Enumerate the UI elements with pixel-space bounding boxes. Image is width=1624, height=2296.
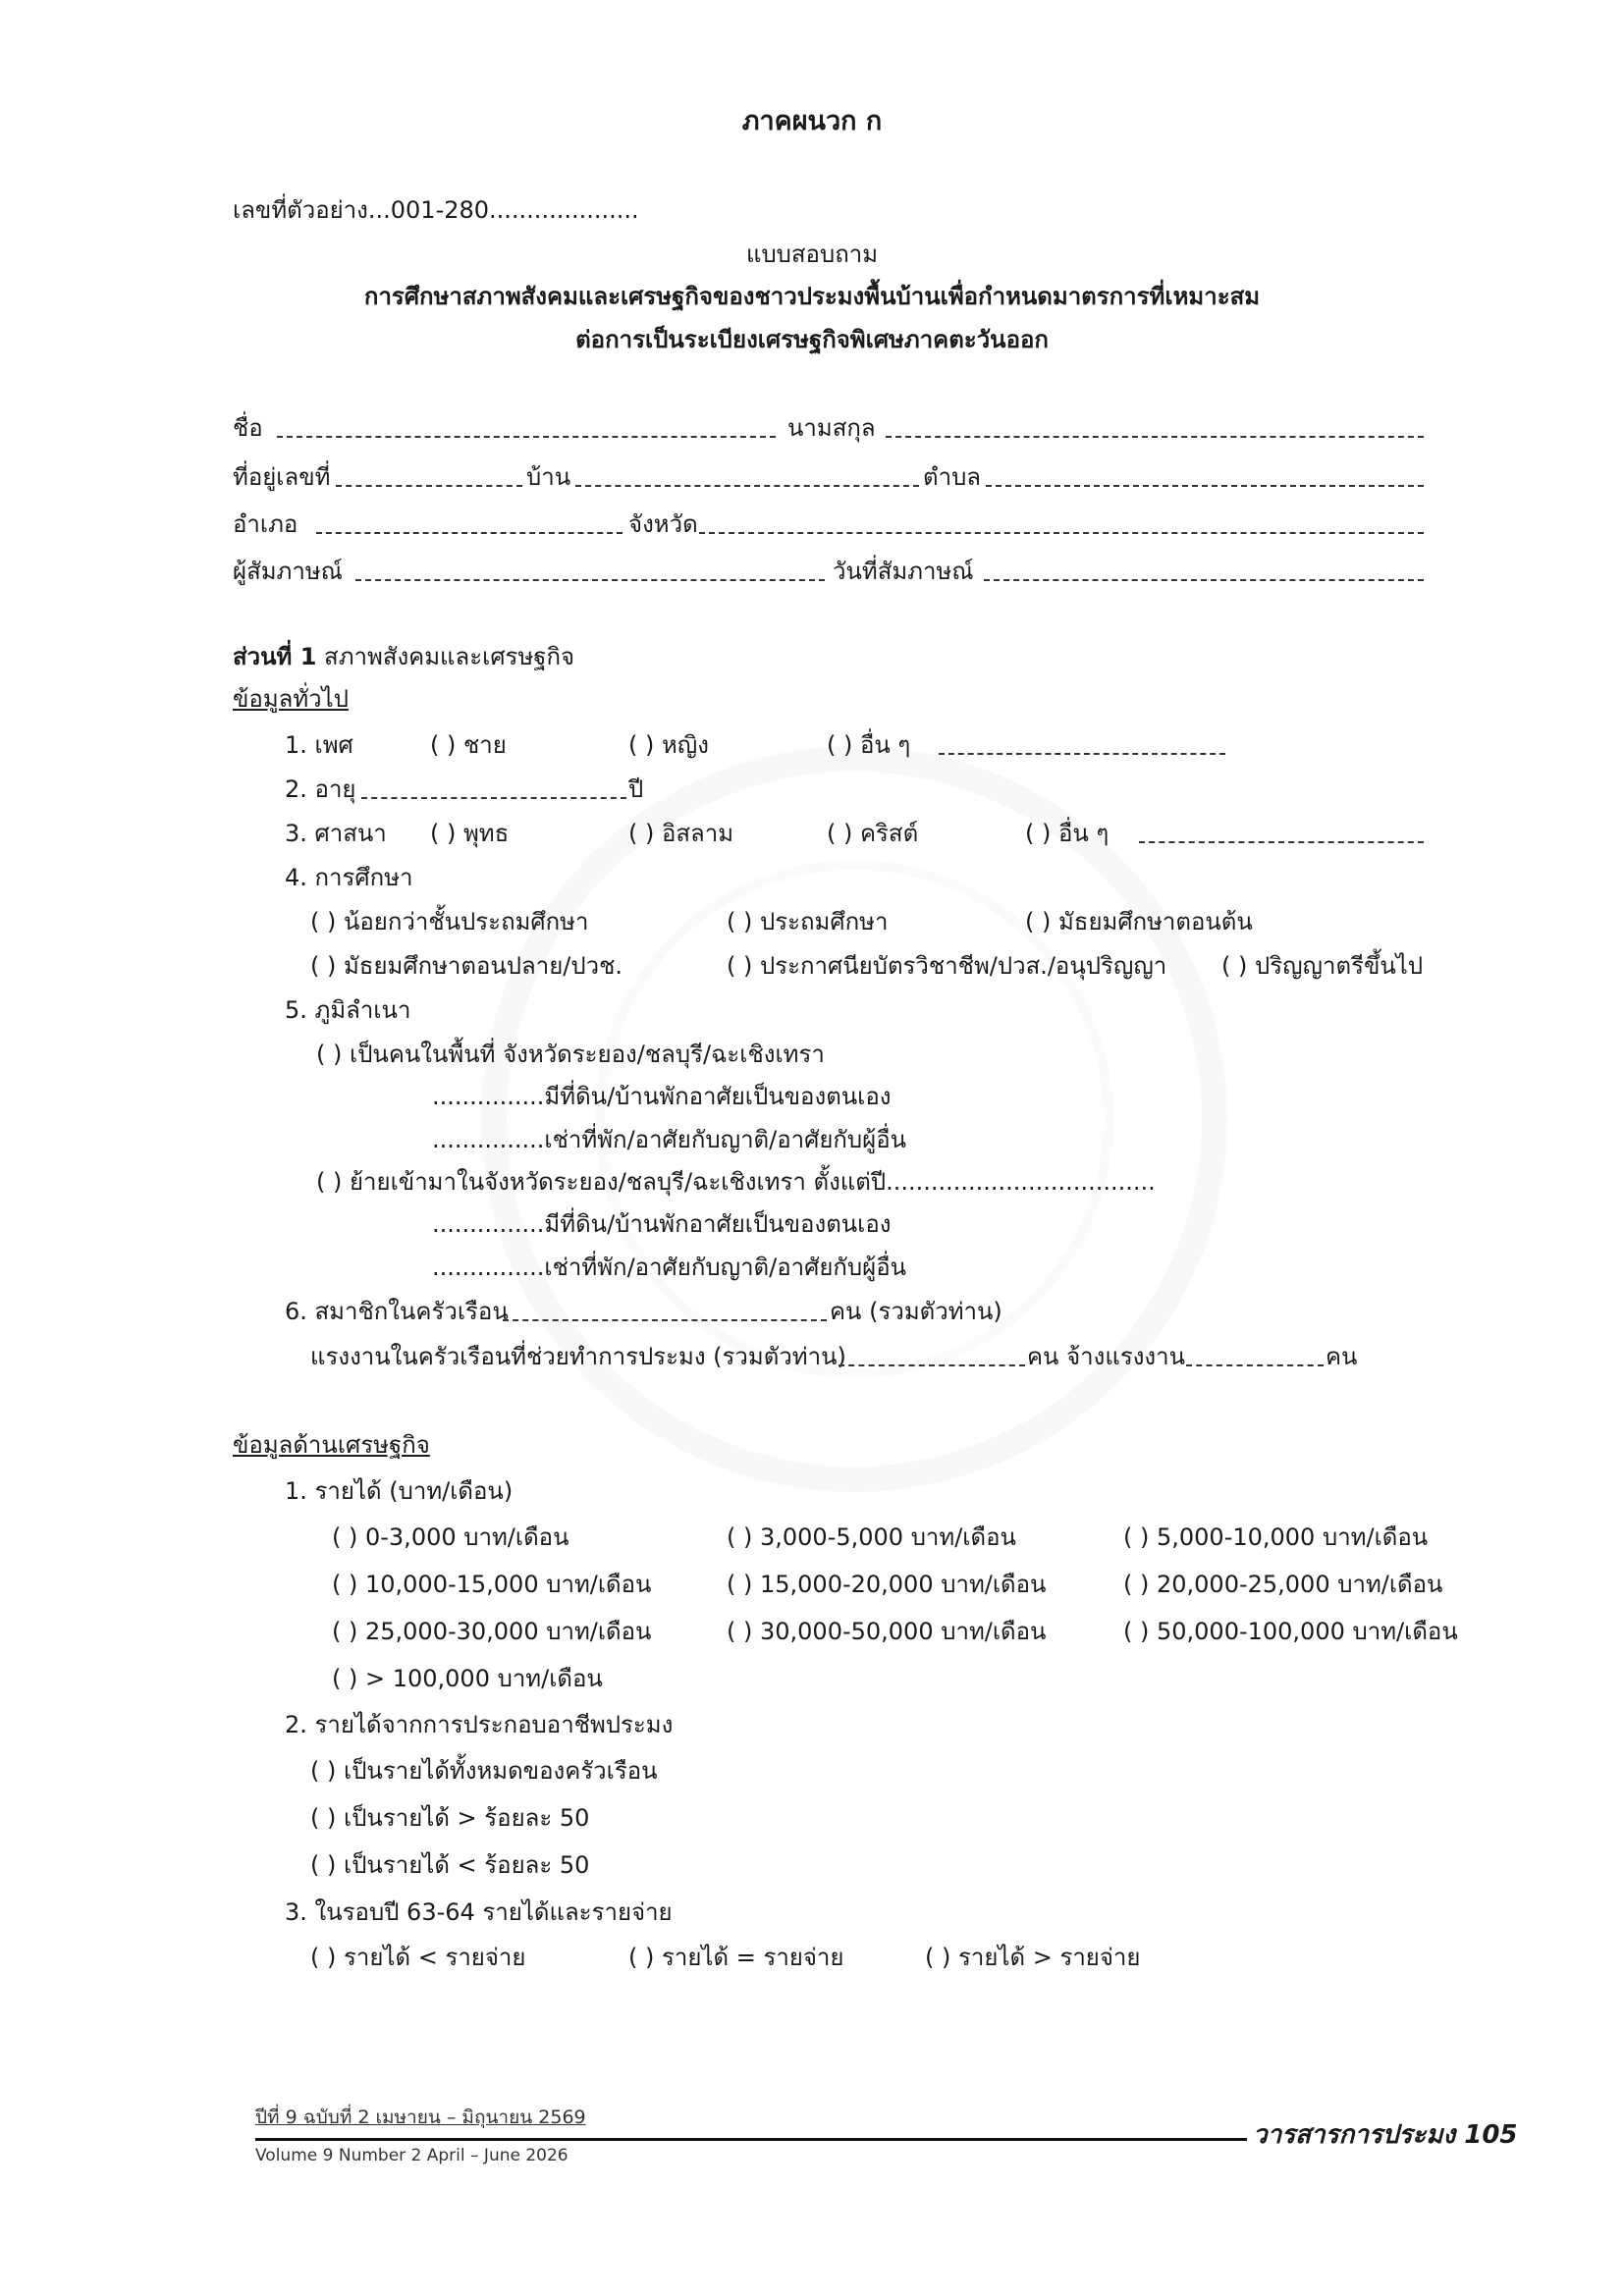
q4-option-bachelor[interactable]: ( ) ปริญญาตรีขึ้นไป <box>1221 952 1424 980</box>
q3-option-buddhism[interactable]: ( ) พุทธ <box>430 820 510 847</box>
surname-field[interactable] <box>886 436 1424 438</box>
subdistrict-label: ตำบล <box>923 463 982 491</box>
q4-option-lower-secondary[interactable]: ( ) มัธยมศึกษาตอนต้น <box>1025 908 1253 935</box>
sample-number: เลขที่ตัวอย่าง...001-280.................... <box>233 196 639 224</box>
interview-date-label: วันที่สัมภาษณ์ <box>833 558 974 585</box>
q6-hired-field[interactable] <box>1186 1364 1324 1366</box>
q3-option-christianity[interactable]: ( ) คริสต์ <box>827 820 919 847</box>
part1-heading <box>233 643 574 671</box>
economic-info-heading: ข้อมูลด้านเศรษฐกิจ <box>233 1431 430 1459</box>
e1-option[interactable]: ( ) 3,000-5,000 บาท/เดือน <box>727 1523 1016 1551</box>
name-label: ชื่อ <box>233 414 263 442</box>
q5-local-rent[interactable]: ...............เช่าที่พัก/อาศัยกับญาติ/อาศัยกับผู้อื่น <box>432 1126 907 1153</box>
e3-label: 3. ในรอบปี 63-64 รายได้และรายจ่าย <box>285 1898 673 1926</box>
e1-label: 1. รายได้ (บาท/เดือน) <box>285 1477 514 1505</box>
q1-option-female[interactable]: ( ) หญิง <box>628 731 709 759</box>
q1-other-field[interactable] <box>939 753 1225 755</box>
q4-option-primary[interactable]: ( ) ประถมศึกษา <box>727 908 889 935</box>
general-info-heading: ข้อมูลทั่วไป <box>233 685 349 713</box>
q3-other-field[interactable] <box>1139 841 1424 843</box>
e1-option[interactable]: ( ) 25,000-30,000 บาท/เดือน <box>332 1618 652 1645</box>
q3-option-islam[interactable]: ( ) อิสลาม <box>628 820 734 847</box>
q6-label: 6. สมาชิกในครัวเรือน <box>285 1298 509 1325</box>
district-label: อำเภอ <box>233 510 298 538</box>
village-field[interactable] <box>575 485 919 487</box>
q5-option-migrant[interactable]: ( ) ย้ายเข้ามาในจังหวัดระยอง/ชลบุรี/ฉะเชิงเทรา ตั้งแต่ปี.................................... <box>316 1168 1156 1196</box>
q4-label: 4. การศึกษา <box>285 864 413 891</box>
footer-issue-th: ปีที่ 9 ฉบับที่ 2 เมษายน – มิถุนายน 2569 <box>255 2107 586 2128</box>
footer-issue-en: Volume 9 Number 2 April – June 2026 <box>255 2146 568 2165</box>
form-subtitle-2: ต่อการเป็นระเบียงเศรษฐกิจพิเศษภาคตะวันออก <box>575 326 1049 353</box>
e1-option[interactable]: ( ) 10,000-15,000 บาท/เดือน <box>332 1571 652 1598</box>
e1-option[interactable]: ( ) 15,000-20,000 บาท/เดือน <box>727 1571 1047 1598</box>
q2-label: 2. อายุ <box>285 775 356 803</box>
department-of-fisheries-seal-watermark <box>481 746 1227 1492</box>
e1-option[interactable]: ( ) 50,000-100,000 บาท/เดือน <box>1123 1618 1458 1645</box>
e2-option-over-50[interactable]: ( ) เป็นรายได้ > ร้อยละ 50 <box>310 1804 590 1832</box>
footer-rule <box>255 2138 1247 2141</box>
q5-option-local[interactable]: ( ) เป็นคนในพื้นที่ จังหวัดระยอง/ชลบุรี/ฉะเชิงเทรา <box>316 1041 825 1068</box>
interviewer-field[interactable] <box>355 579 825 581</box>
q3-label: 3. ศาสนา <box>285 820 387 847</box>
q1-label: 1. เพศ <box>285 731 353 759</box>
q6-labor-label: แรงงานในครัวเรือนที่ช่วยทำการประมง (รวมตัวท่าน) <box>310 1343 846 1370</box>
q5-migrant-rent[interactable]: ...............เช่าที่พัก/อาศัยกับญาติ/อาศัยกับผู้อื่น <box>432 1254 907 1281</box>
subdistrict-field[interactable] <box>986 485 1424 487</box>
q5-migrant-own-land[interactable]: ...............มีที่ดิน/บ้านพักอาศัยเป็นของตนเอง <box>432 1210 892 1238</box>
e1-option[interactable]: ( ) 0-3,000 บาท/เดือน <box>332 1523 569 1551</box>
form-subtitle-1: การศึกษาสภาพสังคมและเศรษฐกิจของชาวประมงพื้นบ้านเพื่อกำหนดมาตรการที่เหมาะสม <box>363 283 1261 310</box>
form-title: แบบสอบถาม <box>745 240 879 268</box>
q6-unit: คน (รวมตัวท่าน) <box>830 1298 1002 1325</box>
q3-option-other[interactable]: ( ) อื่น ๆ <box>1025 820 1110 847</box>
name-field[interactable] <box>277 436 776 438</box>
e1-option[interactable]: ( ) 30,000-50,000 บาท/เดือน <box>727 1618 1047 1645</box>
q2-age-field[interactable] <box>361 797 626 799</box>
e3-option-income-greater[interactable]: ( ) รายได้ > รายจ่าย <box>925 1944 1141 1971</box>
house-no-field[interactable] <box>336 485 522 487</box>
e2-label: 2. รายได้จากการประกอบอาชีพประมง <box>285 1711 674 1738</box>
q2-unit: ปี <box>628 775 644 803</box>
part1-heading-rest: สภาพสังคมและเศรษฐกิจ <box>324 643 575 670</box>
interviewer-label: ผู้สัมภาษณ์ <box>233 558 343 585</box>
q1-option-other[interactable]: ( ) อื่น ๆ <box>827 731 911 759</box>
interview-date-field[interactable] <box>984 579 1424 581</box>
q1-option-male[interactable]: ( ) ชาย <box>430 731 507 759</box>
e1-option[interactable]: ( ) 20,000-25,000 บาท/เดือน <box>1123 1571 1443 1598</box>
e3-option-income-equal[interactable]: ( ) รายได้ = รายจ่าย <box>628 1944 844 1971</box>
q4-option-upper-secondary[interactable]: ( ) มัธยมศึกษาตอนปลาย/ปวช. <box>310 952 623 980</box>
e2-option-all[interactable]: ( ) เป็นรายได้ทั้งหมดของครัวเรือน <box>310 1757 658 1785</box>
q6-labor-field[interactable] <box>839 1364 1025 1366</box>
q5-local-own-land[interactable]: ...............มีที่ดิน/บ้านพักอาศัยเป็นของตนเอง <box>432 1083 892 1110</box>
village-label: บ้าน <box>526 463 571 491</box>
e3-option-income-less[interactable]: ( ) รายได้ < รายจ่าย <box>310 1944 526 1971</box>
part1-heading-bold: ส่วนที่ 1 <box>233 643 317 670</box>
q4-option-below-primary[interactable]: ( ) น้อยกว่าชั้นประถมศึกษา <box>310 908 589 935</box>
q5-label: 5. ภูมิลำเนา <box>285 996 411 1024</box>
province-field[interactable] <box>699 532 1424 534</box>
province-label: จังหวัด <box>628 510 698 538</box>
footer-journal-title: วารสารการประมง 105 <box>1253 2120 1518 2150</box>
e2-option-under-50[interactable]: ( ) เป็นรายได้ < ร้อยละ 50 <box>310 1851 590 1879</box>
q6-hired-unit: คน <box>1326 1343 1358 1370</box>
house-no-label: ที่อยู่เลขที่ <box>233 463 331 491</box>
appendix-title: ภาคผนวก ก <box>741 106 883 136</box>
q6-labor-unit: คน จ้างแรงงาน <box>1027 1343 1186 1370</box>
e1-option[interactable]: ( ) > 100,000 บาท/เดือน <box>332 1665 603 1692</box>
surname-label: นามสกุล <box>787 414 876 442</box>
q4-option-vocational[interactable]: ( ) ประกาศนียบัตรวิชาชีพ/ปวส./อนุปริญญา <box>727 952 1167 980</box>
q6-household-field[interactable] <box>503 1319 827 1321</box>
district-field[interactable] <box>316 532 623 534</box>
e1-option[interactable]: ( ) 5,000-10,000 บาท/เดือน <box>1123 1523 1429 1551</box>
